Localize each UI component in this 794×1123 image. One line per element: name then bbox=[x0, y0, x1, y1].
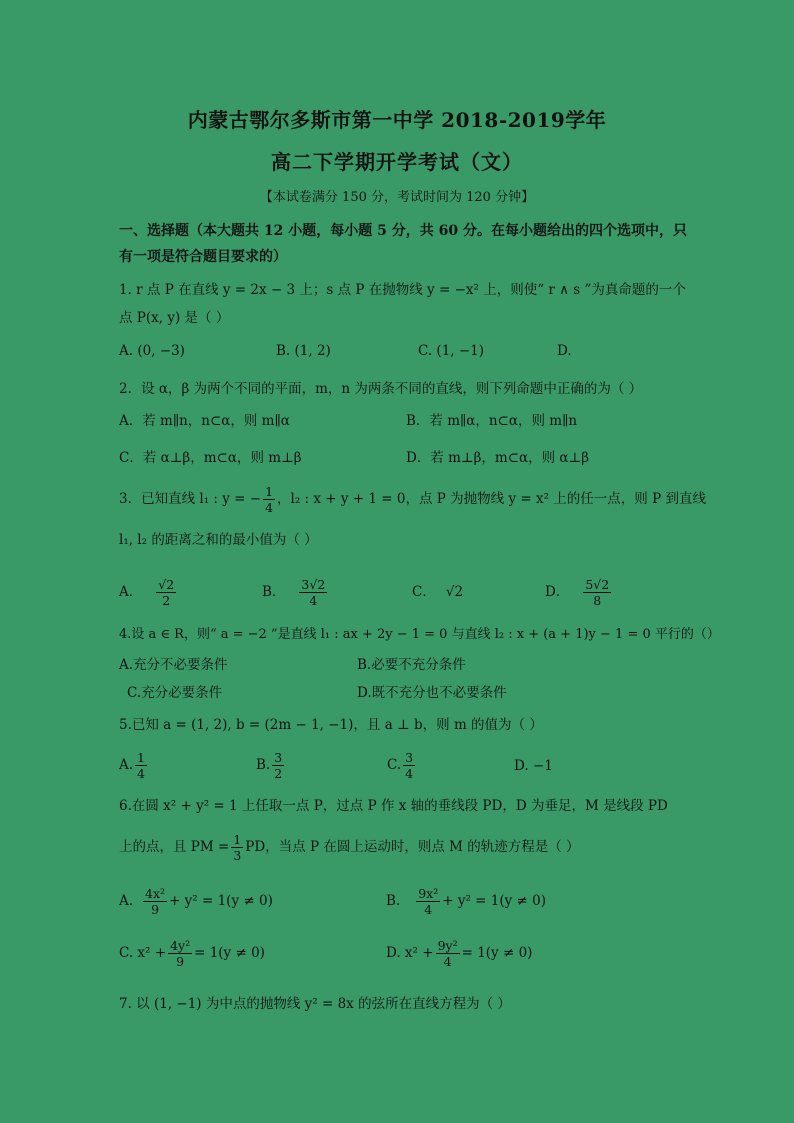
q6-b-den: 4 bbox=[424, 902, 433, 917]
q6-b-fraction bbox=[416, 886, 440, 917]
q5-b-fraction bbox=[272, 750, 284, 781]
q3-stem-line1 bbox=[119, 482, 706, 516]
q4-option-c: C.充分必要条件 bbox=[127, 685, 223, 701]
q6-b-label: B. bbox=[386, 893, 401, 909]
q1-option-d: D. bbox=[557, 343, 572, 359]
q3-a-den: 2 bbox=[162, 593, 171, 608]
q3-stem-line2: l₁, l₂ 的距离之和的最小值为（ ） bbox=[119, 532, 318, 548]
q3-a-fraction bbox=[156, 577, 176, 608]
q2-option-d: D．若 m⊥β，m⊂α，则 α⊥β bbox=[406, 450, 590, 466]
q1-option-c: C. (1, −1) bbox=[418, 343, 485, 359]
q1-option-a: A. (0, −3) bbox=[119, 343, 185, 359]
q3-b-num: 3√2 bbox=[301, 577, 326, 592]
q1-stem-line2: 点 P(x, y) 是（ ） bbox=[119, 310, 230, 326]
q3-stem-post: ，l₂ : x + y + 1 = 0，点 P 为抛物线 y = x² 上的任一点，则 P 到直线 bbox=[277, 491, 706, 507]
q5-stem: 5.已知 a = (1, 2), b = (2m − 1, −1)，且 a ⊥ b，则 m 的值为（ ） bbox=[119, 717, 543, 733]
q5-option-d: D. −1 bbox=[514, 758, 553, 774]
q6-line2-den: 3 bbox=[233, 848, 242, 863]
q3-stem-pre: 3．已知直线 l₁ : y = − bbox=[119, 491, 262, 507]
q5-b-den: 2 bbox=[274, 766, 283, 781]
q6-stem-line1: 6.在圆 x² + y² = 1 上任取一点 P，过点 P 作 x 轴的垂线段 PD，D 为垂足，M 是线段 PD bbox=[119, 798, 668, 814]
q6-c-den: 9 bbox=[176, 954, 185, 969]
q6-line2-num: 1 bbox=[233, 832, 242, 847]
q3-option-b bbox=[262, 574, 329, 610]
q3-d-den: 8 bbox=[593, 593, 602, 608]
q3-c-value: √2 bbox=[445, 584, 464, 600]
section-heading-line2: 有一项是符合题目要求的） bbox=[119, 249, 287, 265]
exam-subtitle: 高二下学期开学考试（文） bbox=[271, 150, 523, 174]
q5-c-num: 3 bbox=[405, 750, 414, 765]
q6-d-fraction bbox=[436, 938, 460, 969]
exam-note: 【本试卷满分 150 分，考试时间为 120 分钟】 bbox=[259, 190, 535, 205]
q5-a-num: 1 bbox=[137, 750, 145, 765]
q6-c-num: 4y² bbox=[170, 938, 191, 953]
q6-line2-fraction bbox=[231, 832, 243, 863]
q2-option-a: A．若 m∥n，n⊂α，则 m∥α bbox=[119, 413, 290, 429]
q6-line2-post: PD，当点 P 在圆上运动时，则点 M 的轨迹方程是（ ） bbox=[245, 839, 580, 855]
q6-c-fraction bbox=[168, 938, 192, 969]
q6-a-post: + y² = 1(y ≠ 0) bbox=[169, 893, 273, 909]
q5-a-label: A. bbox=[119, 757, 134, 773]
q5-option-c bbox=[387, 748, 417, 782]
q6-c-post: = 1(y ≠ 0) bbox=[194, 945, 265, 961]
q1-option-b: B. (1, 2) bbox=[276, 343, 331, 359]
q5-c-label: C. bbox=[387, 757, 402, 773]
q5-c-fraction bbox=[403, 750, 415, 781]
q2-option-c: C．若 α⊥β，m⊂α，则 m⊥β bbox=[119, 450, 302, 466]
q5-a-den: 4 bbox=[137, 766, 145, 781]
q5-b-label: B. bbox=[256, 757, 271, 773]
q3-a-label: A． bbox=[119, 584, 143, 600]
q6-a-label: A. bbox=[119, 893, 134, 909]
q2-stem: 2．设 α，β 为两个不同的平面，m，n 为两条不同的直线，则下列命题中正确的为（ ） bbox=[119, 381, 643, 397]
q6-b-post: + y² = 1(y ≠ 0) bbox=[442, 893, 547, 909]
q4-option-b: B.必要不充分条件 bbox=[357, 657, 466, 673]
q6-a-num: 4x² bbox=[145, 886, 166, 901]
q6-d-den: 4 bbox=[443, 954, 452, 969]
q3-frac-den: 4 bbox=[265, 500, 274, 515]
q5-a-fraction bbox=[135, 750, 147, 781]
q6-line2-pre: 上的点，且 PM = bbox=[119, 839, 230, 855]
q5-c-den: 4 bbox=[405, 766, 414, 781]
q6-a-den: 9 bbox=[151, 902, 160, 917]
q5-option-b bbox=[256, 748, 286, 782]
q4-option-a: A.充分不必要条件 bbox=[119, 657, 228, 673]
q6-a-fraction bbox=[143, 886, 167, 917]
q6-option-d bbox=[386, 936, 532, 970]
q3-option-a bbox=[119, 574, 178, 610]
q2-option-b: B．若 m∥α，n⊂α，则 m∥n bbox=[406, 413, 578, 429]
q3-a-num: √2 bbox=[158, 577, 175, 592]
section-heading-line1: 一、选择题（本大题共 12 小题，每小题 5 分，共 60 分。在每小题给出的四个选项中，只 bbox=[119, 223, 687, 239]
q6-d-label: D. x² + bbox=[386, 945, 434, 961]
q3-d-label: D． bbox=[545, 584, 570, 600]
q5-option-a bbox=[119, 748, 149, 782]
q1-stem-line1: 1. r 点 P 在直线 y = 2x − 3 上；s 点 P 在抛物线 y = −x² 上，则使“ r ∧ s ”为真命题的一个 bbox=[119, 282, 686, 298]
q3-fraction bbox=[263, 484, 275, 515]
q3-d-num: 5√2 bbox=[585, 577, 610, 592]
q4-option-d: D.既不充分也不必要条件 bbox=[357, 685, 507, 701]
q6-b-num: 9x² bbox=[418, 886, 439, 901]
q3-option-d bbox=[545, 574, 613, 610]
q6-option-c bbox=[119, 936, 265, 970]
q3-frac-num: 1 bbox=[265, 484, 274, 499]
q6-c-label: C. x² + bbox=[119, 945, 167, 961]
q7-stem: 7. 以 (1, −1) 为中点的抛物线 y² = 8x 的弦所在直线方程为（ ） bbox=[119, 996, 511, 1012]
exam-title: 内蒙古鄂尔多斯市第一中学 2018-2019学年 bbox=[187, 108, 607, 132]
q5-b-num: 3 bbox=[274, 750, 283, 765]
q3-c-label: C． bbox=[412, 584, 436, 600]
q6-stem-line2 bbox=[119, 830, 580, 864]
q3-b-label: B． bbox=[262, 584, 286, 600]
q6-d-num: 9y² bbox=[437, 938, 458, 953]
q3-b-den: 4 bbox=[309, 593, 318, 608]
q6-d-post: = 1(y ≠ 0) bbox=[461, 945, 533, 961]
q3-option-c bbox=[412, 583, 463, 601]
q4-stem: 4.设 a ∈ R，则“ a = −2 ”是直线 l₁ : ax + 2y − 1 = 0 与直线 l₂ : x + (a + 1)y − 1 = 0 平行的（） bbox=[119, 627, 720, 642]
q6-option-b bbox=[386, 884, 546, 918]
q3-b-fraction bbox=[299, 577, 327, 608]
q3-d-fraction bbox=[583, 577, 611, 608]
q6-option-a bbox=[119, 884, 273, 918]
